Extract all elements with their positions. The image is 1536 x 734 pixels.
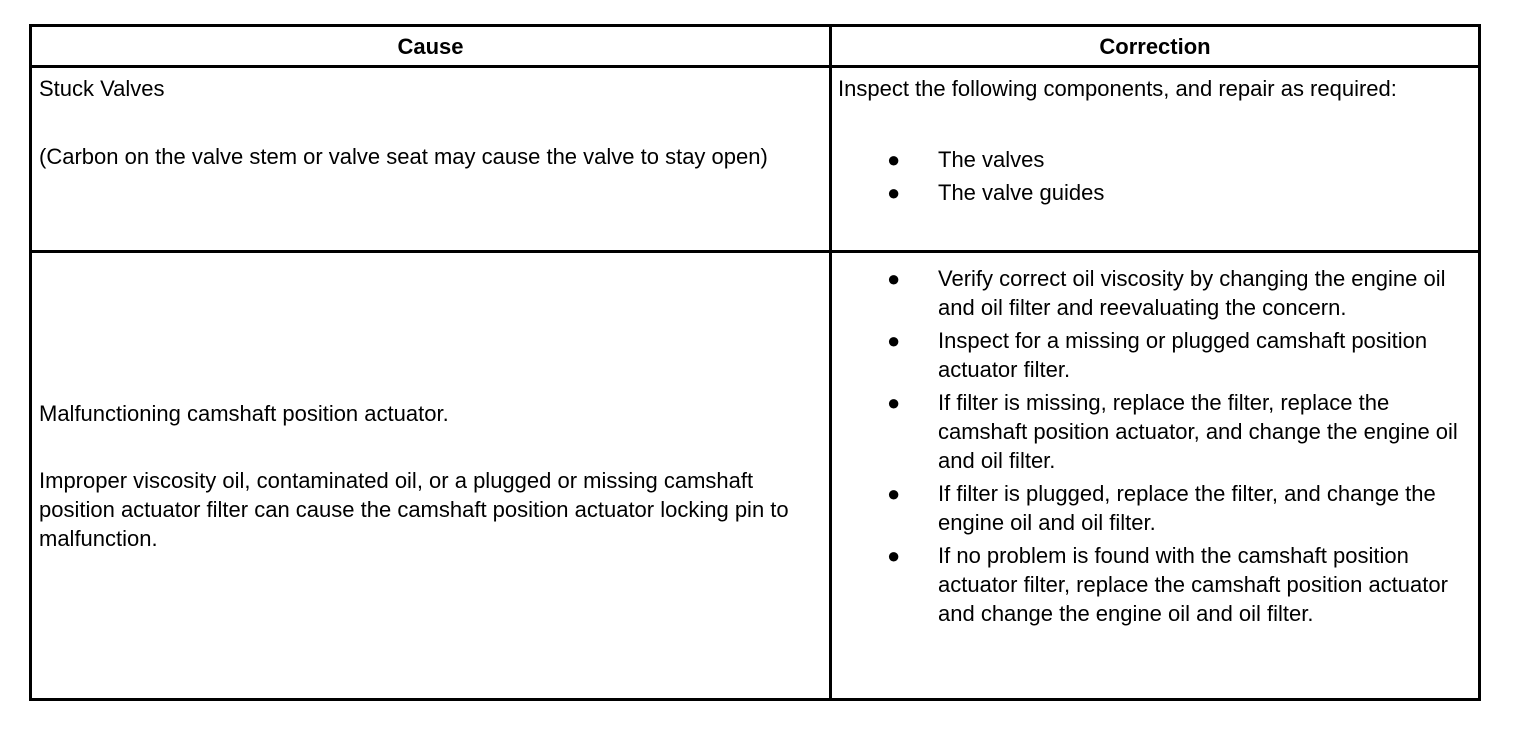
row-1-correction-cell [838, 74, 1474, 211]
list-item-text: Inspect for a missing or plugged camshaft position actuator filter. [938, 328, 1428, 382]
row-2-cause-cell [39, 253, 809, 698]
row-1-cause-cell [39, 74, 809, 171]
row-1-correction-intro: Inspect the following components, and repair as required: [838, 76, 1397, 101]
row-2-correction-cell [838, 264, 1474, 632]
bullet-icon: ● [887, 328, 901, 353]
list-item [838, 479, 1474, 537]
list-item [838, 264, 1474, 322]
list-item [838, 541, 1474, 628]
list-item [838, 145, 1474, 174]
row-2-correction-list [838, 264, 1474, 628]
row-1-cause-title: Stuck Valves [39, 76, 165, 101]
column-divider [829, 27, 832, 698]
list-item-text: If filter is missing, replace the filter, replace the camshaft position actuator, and change the engine oil and oil filter. [938, 390, 1458, 473]
list-item-text: The valves [938, 147, 1045, 172]
bullet-icon: ● [887, 266, 901, 291]
list-item-text: Verify correct oil viscosity by changing the engine oil and oil filter and reevaluating the concern. [938, 266, 1446, 320]
list-item [838, 178, 1474, 207]
list-item-text: The valve guides [938, 180, 1105, 205]
header-correction: Correction [1099, 34, 1211, 59]
bullet-icon: ● [887, 390, 901, 415]
header-cause: Cause [397, 34, 464, 59]
bullet-icon: ● [887, 543, 901, 568]
row-1-correction-list [838, 145, 1474, 207]
list-item-text: If filter is plugged, replace the filter, and change the engine oil and oil filter. [938, 481, 1436, 535]
row-2-cause-title: Malfunctioning camshaft position actuator. [39, 400, 449, 426]
cause-correction-table [29, 24, 1481, 701]
list-item [838, 388, 1474, 475]
row-2-cause-note: Improper viscosity oil, contaminated oil, or a plugged or missing camshaft position actuator filter can cause the camshaft position actuator locking pin to malfunction. [39, 467, 789, 551]
list-item-text: If no problem is found with the camshaft position actuator filter, replace the camshaft position actuator and change the engine oil and oil filter. [938, 543, 1448, 626]
list-item [838, 326, 1474, 384]
bullet-icon: ● [887, 180, 901, 205]
bullet-icon: ● [887, 481, 901, 506]
row-1-cause-note: (Carbon on the valve stem or valve seat may cause the valve to stay open) [39, 144, 768, 169]
bullet-icon: ● [887, 147, 901, 172]
header-divider [32, 65, 1478, 68]
